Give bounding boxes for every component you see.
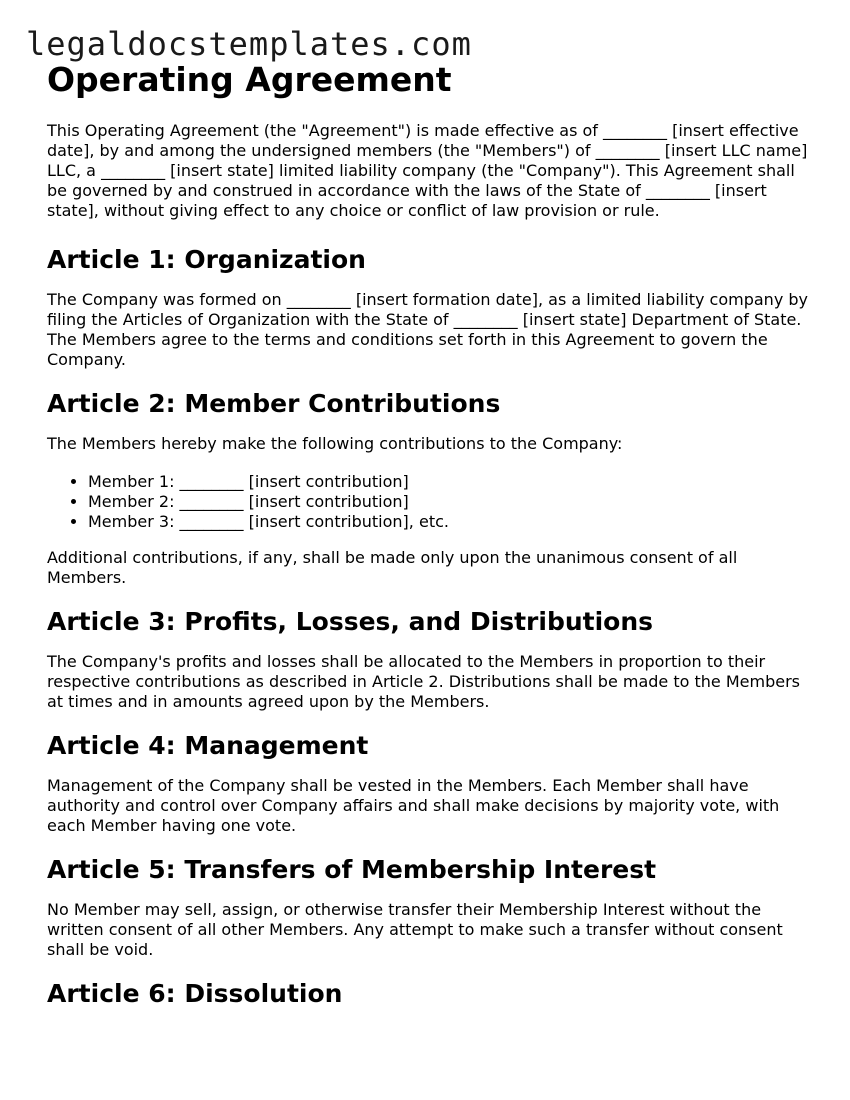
article-3-paragraph: The Company's profits and losses shall be allocated to the Members in proportion to their respective contributions as described in Article 2. Distributions shall be made to the Members at times and in amounts agreed upon by the Members. [47, 652, 800, 711]
article-4-heading: Article 4: Management [47, 731, 369, 760]
article-3-section [47, 606, 817, 712]
intro-paragraph: This Operating Agreement (the "Agreement") is made effective as of ________ [insert effective date], by and among the undersigned members (the "Members") of ________ [insert LLC name] LLC, a ________ [insert state] limited liability company (the "Company"). This Agreement shall be governed by and construed in accordance with the laws of the State of ________ [insert state], without giving effect to any choice or conflict of law provision or rule. [47, 121, 808, 220]
article-1-heading: Article 1: Organization [47, 245, 366, 274]
document-title: Operating Agreement [47, 60, 452, 99]
site-watermark: legaldocstemplates.com [26, 25, 472, 63]
article-1-paragraph: The Company was formed on ________ [insert formation date], as a limited liability company by filing the Articles of Organization with the State of ________ [insert state] Department of State. The Members agree to the terms and conditions set forth in this Agreement to govern the Company. [47, 290, 808, 369]
document-body [47, 58, 817, 1024]
list-item: • Member 3: ________ [insert contribution], etc. [88, 512, 817, 532]
article-2-paragraph: The Members hereby make the following contributions to the Company: [47, 434, 623, 453]
article-5-section [47, 854, 817, 960]
article-3-heading: Article 3: Profits, Losses, and Distributions [47, 607, 654, 636]
article-4-section [47, 730, 817, 836]
article-2-additional-paragraph: Additional contributions, if any, shall be made only upon the unanimous consent of all Members. [47, 548, 738, 587]
list-item: • Member 2: ________ [insert contribution] [88, 492, 817, 512]
article-2-section [47, 388, 817, 588]
article-2-heading: Article 2: Member Contributions [47, 389, 501, 418]
article-4-paragraph: Management of the Company shall be vested in the Members. Each Member shall have authority and control over Company affairs and shall make decisions by majority vote, with each Member having one vote. [47, 776, 780, 835]
article-6-heading: Article 6: Dissolution [47, 979, 343, 1008]
list-item: • Member 1: ________ [insert contribution] [88, 472, 817, 492]
contributions-list [47, 472, 817, 532]
article-6-section [47, 978, 817, 1010]
article-1-section [47, 244, 817, 370]
article-5-paragraph: No Member may sell, assign, or otherwise transfer their Membership Interest without the written consent of all other Members. Any attempt to make such a transfer without consent shall be void. [47, 900, 783, 959]
article-5-heading: Article 5: Transfers of Membership Interest [47, 855, 657, 884]
